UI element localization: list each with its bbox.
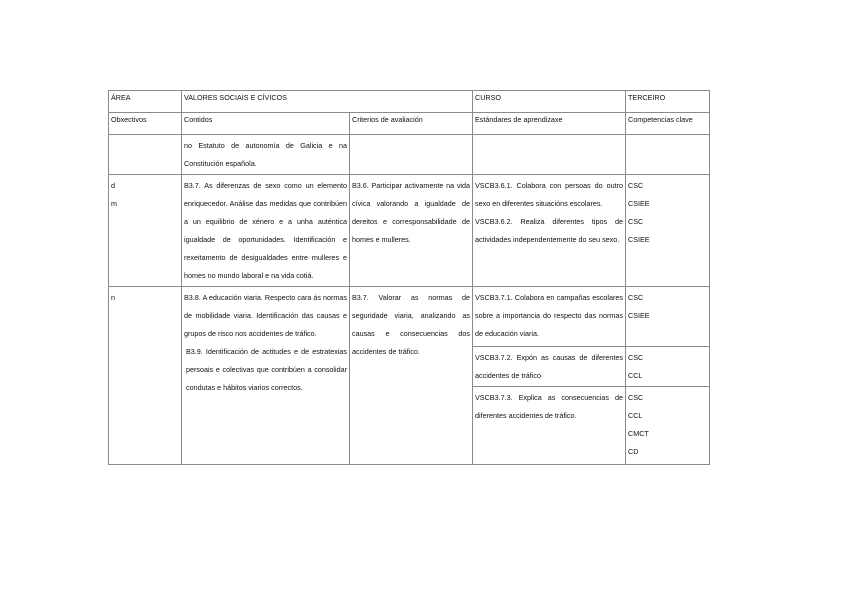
standard-text: VSCB3.7.1. Colabora en campañas escolares sobre a importancia do respecto das normas de educación viaria.	[475, 293, 624, 338]
standard-text: VSCB3.7.2. Expón as causas de diferentes accidentes de tráfico	[475, 353, 624, 380]
competence-code: CSC	[628, 293, 644, 302]
content-text: B3.8. A educación viaria. Respecto cara ás normas de mobilidade viaria. Identificación das causas e grupos de risco nos accidentes de tráfico.	[184, 293, 347, 338]
contents-cell	[182, 175, 350, 287]
standard-text: VSCB3.6.2. Realiza diferentes tipos de actividades independentemente do seu sexo.	[475, 217, 624, 244]
competence-code: CSC	[628, 393, 644, 402]
content-text: no Estatuto de autonomía de Galicia e na Constitución española.	[184, 141, 347, 168]
table-row	[109, 135, 710, 175]
objective-code: m	[111, 199, 117, 208]
criteria-text: B3.6. Participar activamente na vida cívica valorando a igualdade de dereitos e corresponsabilidade de homes e mulleres.	[352, 181, 471, 244]
competence-code: CCL	[628, 371, 643, 380]
standards-cell	[473, 347, 626, 387]
objectives-cell	[109, 287, 182, 465]
competence-code: CCL	[628, 411, 643, 420]
col-competences: Competencias clave	[626, 113, 710, 135]
area-value: VALORES SOCIAIS E CÍVICOS	[182, 91, 473, 113]
criteria-cell	[350, 287, 473, 465]
standards-cell	[473, 135, 626, 175]
objectives-cell	[109, 135, 182, 175]
competence-code: CSC	[628, 353, 644, 362]
competences-cell	[626, 175, 710, 287]
area-label: ÁREA	[109, 91, 182, 113]
competence-code: CSIEE	[628, 311, 650, 320]
content-text: B3.7. As diferenzas de sexo como un elemento enriquecedor. Análise das medidas que contribúen a un equilibrio de xénero e a unha auténtica igualdade de oportunidades. Identificación e rexeitamento de desigualdades entre mulleres e homes no mundo laboral e na vida cotiá.	[184, 181, 347, 280]
objectives-cell	[109, 175, 182, 287]
competence-code: CSIEE	[628, 235, 650, 244]
header-row-area	[109, 91, 710, 113]
competence-code: CSC	[628, 217, 644, 226]
criteria-cell	[350, 175, 473, 287]
table-row	[109, 287, 710, 347]
header-row-columns	[109, 113, 710, 135]
col-standards: Estándares de aprendizaxe	[473, 113, 626, 135]
contents-cell	[182, 135, 350, 175]
curso-label: CURSO	[473, 91, 626, 113]
competences-cell	[626, 387, 710, 465]
standard-text: VSCB3.6.1. Colabora con persoas do outro sexo en diferentes situacións escolares.	[475, 181, 624, 208]
curriculum-table	[108, 90, 710, 465]
objective-code: d	[111, 181, 115, 190]
standard-text: VSCB3.7.3. Explica as consecuencias de diferentes accidentes de tráfico.	[475, 393, 624, 420]
col-contents: Contidos	[182, 113, 350, 135]
competences-cell	[626, 135, 710, 175]
criteria-cell	[350, 135, 473, 175]
competence-code: CSIEE	[628, 199, 650, 208]
col-criteria: Criterios de avaliación	[350, 113, 473, 135]
competence-code: CSC	[628, 181, 644, 190]
curso-value: TERCEIRO	[626, 91, 710, 113]
competences-cell	[626, 347, 710, 387]
content-text: B3.9. Identificación de actitudes e de estratexias persoais e colectivas que contribúen a consolidar condutas e hábitos viarios correctos.	[186, 347, 347, 392]
standards-cell	[473, 387, 626, 465]
col-objectives: Obxectivos	[109, 113, 182, 135]
standards-cell	[473, 175, 626, 287]
competence-code: CD	[628, 447, 639, 456]
competences-cell	[626, 287, 710, 347]
contents-cell	[182, 287, 350, 465]
criteria-text: B3.7. Valorar as normas de seguridade viaria, analizando as causas e consecuencias dos accidentes de tráfico.	[352, 293, 471, 356]
objective-code: n	[111, 293, 115, 302]
standards-cell	[473, 287, 626, 347]
table-row	[109, 175, 710, 287]
competence-code: CMCT	[628, 429, 649, 438]
